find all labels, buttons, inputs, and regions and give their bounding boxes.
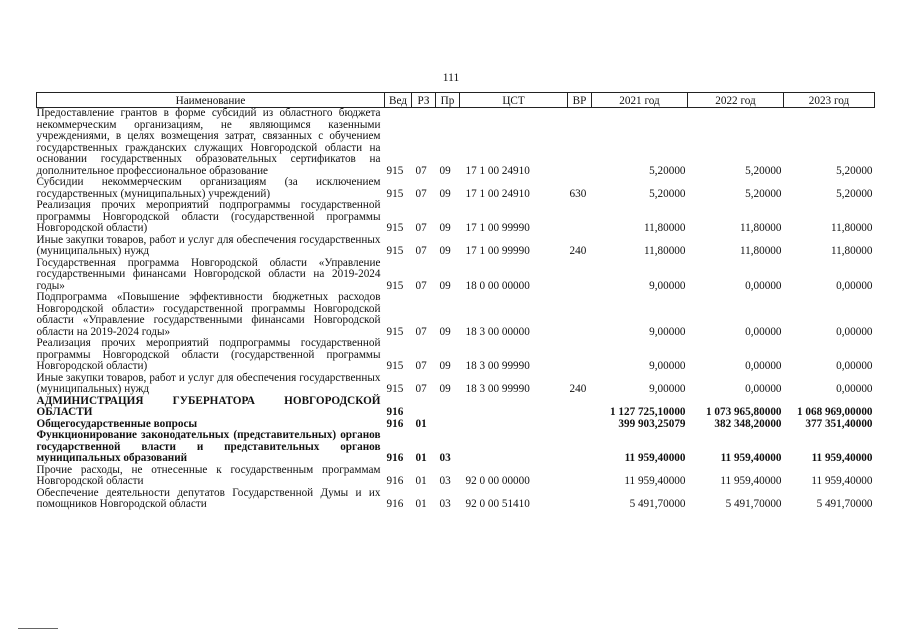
cell-y2022: 5 491,70000 <box>725 498 782 510</box>
table-row <box>37 292 875 338</box>
cell-ved: 915 <box>386 325 404 338</box>
cell-y2023: 11,80000 <box>830 222 873 234</box>
cell-y2021: 11,80000 <box>643 245 686 257</box>
cell-y2023: 11,80000 <box>830 245 873 257</box>
cell-y2022: 382 348,20000 <box>714 417 782 430</box>
cell-ved: 916 <box>386 498 404 510</box>
cell-y2021: 5 491,70000 <box>629 498 686 510</box>
cell-ved: 916 <box>386 417 404 430</box>
cell-ved: 915 <box>386 360 404 372</box>
table-row <box>37 396 875 419</box>
cell-cst: 17 1 00 99990 <box>465 222 530 234</box>
cell-vr <box>568 292 592 338</box>
cell-y2022: 11,80000 <box>739 222 782 234</box>
cell-name: Реализация прочих мероприятий подпрограммы государственной программы Новгородской области (государственной программы Новгородской области) <box>36 199 381 234</box>
cell-y2022: 11,80000 <box>739 245 782 257</box>
cell-y2022: 5,20000 <box>745 164 782 177</box>
cell-y2021: 1 127 725,10000 <box>609 406 686 418</box>
cell-pr <box>436 396 460 419</box>
cell-y2023: 5,20000 <box>836 187 873 200</box>
cell-name: Иные закупки товаров, работ и услуг для обеспечения государственных (муниципальных) нужд <box>36 371 381 395</box>
cell-vr <box>568 430 592 465</box>
cell-cst: 18 3 00 00000 <box>465 325 530 338</box>
cell-rz: 01 <box>415 498 427 510</box>
cell-vr <box>568 338 592 373</box>
cell-vr <box>568 419 592 431</box>
cell-y2022: 5,20000 <box>745 187 782 200</box>
cell-y2021: 9,00000 <box>649 360 686 372</box>
cell-y2021: 5,20000 <box>649 164 686 177</box>
table-row <box>37 373 875 396</box>
cell-y2023: 0,00000 <box>836 383 873 395</box>
footer-divider <box>18 628 58 629</box>
cell-pr: 03 <box>439 475 451 487</box>
table-row <box>37 338 875 373</box>
cell-name: АДМИНИСТРАЦИЯ ГУБЕРНАТОРА НОВГОРОДСКОЙ ОБЛАСТИ <box>36 394 381 418</box>
cell-rz: 01 <box>415 417 427 430</box>
cell-rz <box>412 396 436 419</box>
cell-rz: 07 <box>415 325 427 338</box>
cell-y2021: 11,80000 <box>643 222 686 234</box>
cell-rz: 07 <box>415 383 427 395</box>
cell-ved: 915 <box>386 187 404 200</box>
cell-vr <box>568 465 592 488</box>
cell-y2021: 11 959,40000 <box>624 452 686 464</box>
header-2023: 2023 год <box>784 93 875 108</box>
cell-pr: 09 <box>439 360 451 372</box>
cell-pr: 09 <box>439 279 451 292</box>
cell-cst: 92 0 00 00000 <box>465 475 530 487</box>
cell-y2021: 11 959,40000 <box>624 475 686 487</box>
cell-y2023: 11 959,40000 <box>811 452 873 464</box>
cell-pr <box>436 419 460 431</box>
cell-rz: 01 <box>415 452 427 464</box>
header-vr: ВР <box>568 93 592 108</box>
cell-y2023: 5 491,70000 <box>816 498 873 510</box>
cell-vr: 630 <box>569 187 587 200</box>
cell-y2022: 1 073 965,80000 <box>705 406 782 418</box>
cell-rz: 07 <box>415 222 427 234</box>
cell-rz: 01 <box>415 475 427 487</box>
cell-cst: 18 3 00 99990 <box>465 383 530 395</box>
table-row <box>37 430 875 465</box>
header-rz: РЗ <box>412 93 436 108</box>
cell-rz: 07 <box>415 164 427 177</box>
cell-vr: 240 <box>569 245 587 257</box>
cell-y2023: 0,00000 <box>836 279 873 292</box>
table-row <box>37 108 875 178</box>
cell-rz: 07 <box>415 187 427 200</box>
cell-ved: 916 <box>386 475 404 487</box>
cell-cst: 18 0 00 00000 <box>465 279 530 292</box>
cell-ved: 916 <box>386 452 404 464</box>
cell-cst: 92 0 00 51410 <box>465 498 530 510</box>
cell-y2022: 0,00000 <box>745 325 782 338</box>
table-row <box>37 258 875 293</box>
cell-y2023: 0,00000 <box>836 360 873 372</box>
cell-name: Государственная программа Новгородской области «Управление государственными финансами Новгородской области на 2019-2024 годы» <box>36 256 381 292</box>
cell-pr: 09 <box>439 245 451 257</box>
cell-pr: 09 <box>439 187 451 200</box>
cell-name: Предоставление грантов в форме субсидий из областного бюджета некоммерческим организациям, не являющимся казенными учреждениями, в целях возмещения затрат, связанных с обучением государственных гражданских служащих Новгородской области на основании государственных образовательных сертификатов на дополнительное профессиональное образование <box>36 107 381 177</box>
cell-y2021: 5,20000 <box>649 187 686 200</box>
cell-y2023: 377 351,40000 <box>805 417 873 430</box>
cell-name: Подпрограмма «Повышение эффективности бюджетных расходов Новгородской области» государственной программы Новгородской области «Управление государственными финансами Новгородской области на 2019-2024 годы» <box>36 291 381 338</box>
cell-vr <box>568 108 592 178</box>
cell-pr: 09 <box>439 222 451 234</box>
cell-y2022: 0,00000 <box>745 279 782 292</box>
cell-ved: 915 <box>386 245 404 257</box>
cell-name: Общегосударственные вопросы <box>36 417 198 430</box>
cell-cst: 18 3 00 99990 <box>465 360 530 372</box>
cell-ved: 915 <box>386 164 404 177</box>
cell-pr: 03 <box>439 452 451 464</box>
header-name: Наименование <box>37 93 385 108</box>
table-row <box>37 488 875 511</box>
cell-vr: 240 <box>569 383 587 395</box>
cell-cst: 17 1 00 24910 <box>465 164 530 177</box>
cell-y2022: 0,00000 <box>745 360 782 372</box>
cell-name: Реализация прочих мероприятий подпрограммы государственной программы Новгородской области (государственной программы Новгородской области) <box>36 337 381 372</box>
table-header-row <box>37 93 875 108</box>
cell-y2022: 11 959,40000 <box>720 475 782 487</box>
cell-name: Обеспечение деятельности депутатов Государственной Думы и их помощников Новгородской области <box>36 486 381 510</box>
cell-y2023: 1 068 969,00000 <box>796 406 873 418</box>
cell-ved: 915 <box>386 279 404 292</box>
cell-y2022: 0,00000 <box>745 383 782 395</box>
page-number: 111 <box>442 72 460 84</box>
cell-ved: 916 <box>386 406 404 418</box>
cell-name: Иные закупки товаров, работ и услуг для обеспечения государственных (муниципальных) нужд <box>36 233 381 257</box>
table-row <box>37 465 875 488</box>
cell-pr: 03 <box>439 498 451 510</box>
cell-cst <box>460 430 568 465</box>
header-2022: 2022 год <box>688 93 784 108</box>
cell-cst <box>460 396 568 419</box>
table-row <box>37 200 875 235</box>
header-pr: Пр <box>436 93 460 108</box>
cell-y2022: 11 959,40000 <box>720 452 782 464</box>
cell-y2023: 0,00000 <box>836 325 873 338</box>
cell-name: Прочие расходы, не отнесенные к государственным программам Новгородской области <box>36 463 381 487</box>
cell-vr <box>568 488 592 511</box>
cell-cst <box>460 419 568 431</box>
cell-rz: 07 <box>415 360 427 372</box>
cell-rz: 07 <box>415 279 427 292</box>
cell-y2021: 9,00000 <box>649 325 686 338</box>
cell-y2021: 9,00000 <box>649 383 686 395</box>
cell-pr: 09 <box>439 325 451 338</box>
table-row <box>37 235 875 258</box>
header-cst: ЦСТ <box>460 93 568 108</box>
cell-ved: 915 <box>386 383 404 395</box>
cell-vr <box>568 396 592 419</box>
table-row <box>37 177 875 200</box>
cell-y2021: 9,00000 <box>649 279 686 292</box>
cell-y2021: 399 903,25079 <box>618 417 686 430</box>
header-2021: 2021 год <box>592 93 688 108</box>
cell-vr <box>568 258 592 293</box>
cell-name: Функционирование законодательных (представительных) органов государственной власти и представительных органов муниципальных образований <box>36 429 381 464</box>
budget-table <box>36 92 875 511</box>
cell-y2023: 11 959,40000 <box>811 475 873 487</box>
cell-rz: 07 <box>415 245 427 257</box>
cell-cst: 17 1 00 99990 <box>465 245 530 257</box>
header-ved: Вед <box>385 93 412 108</box>
cell-cst: 17 1 00 24910 <box>465 187 530 200</box>
cell-pr: 09 <box>439 383 451 395</box>
cell-pr: 09 <box>439 164 451 177</box>
cell-name: Субсидии некоммерческим организациям (за исключением государственных (муниципальных) учреждений) <box>36 176 381 200</box>
cell-y2023: 5,20000 <box>836 164 873 177</box>
cell-vr <box>568 200 592 235</box>
cell-ved: 915 <box>386 222 404 234</box>
